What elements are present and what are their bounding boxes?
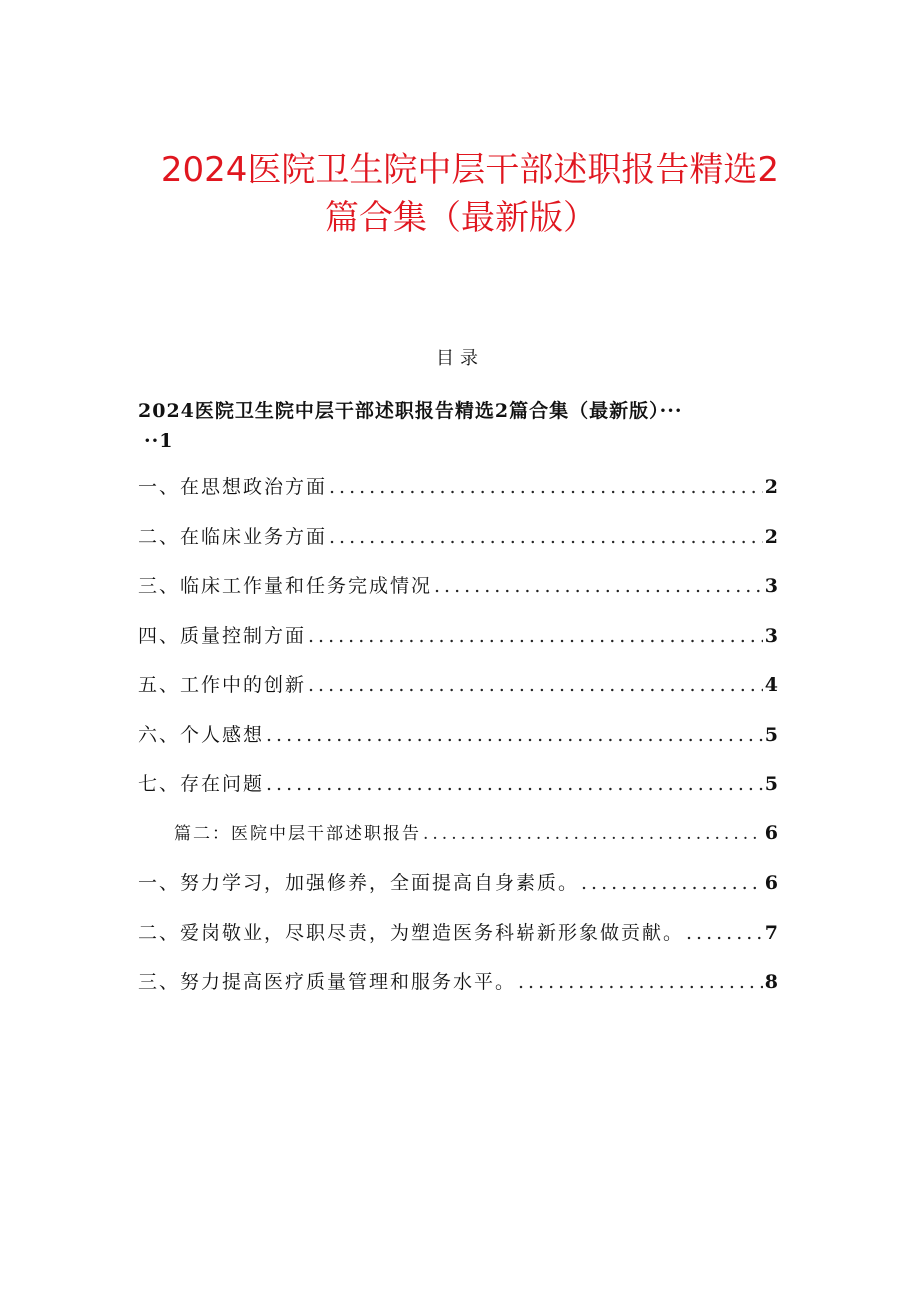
toc-entry[interactable] [138,670,778,720]
toc-entry-label: 三、临床工作量和任务完成情况 [138,575,433,597]
document-title-line1: 2024医院卫生院中层干部述职报告精选2 [160,150,780,190]
toc-page-number: 4 [764,674,778,696]
toc-leader-dots [686,922,763,944]
toc-entry[interactable] [138,720,778,770]
toc-entry-main-title[interactable] [138,396,778,456]
toc-entry-label: 五、工作中的创新 [138,674,307,696]
toc-heading: 目录 [436,348,484,369]
toc-leader-dots [308,625,763,647]
toc-entry[interactable] [138,769,778,819]
toc-list [138,472,778,1017]
toc-entry-main-title-line1: 2024医院卫生院中层干部述职报告精选2篇合集（最新版）··· [138,400,683,422]
toc-entry-main-title-line2: ··1 [144,430,174,452]
toc-page-number: 3 [764,575,778,597]
toc-entry-label: 六、个人感想 [138,723,265,746]
toc-entry[interactable] [138,868,778,918]
toc-leader-dots [581,872,763,894]
toc-leader-dots [434,575,763,597]
toc-page-number: 7 [764,921,778,944]
toc-entry-label: 四、质量控制方面 [138,624,307,647]
toc-entry-label: 一、努力学习，加强修养，全面提高自身素质。 [138,872,580,894]
toc-leader-dots [423,824,763,844]
toc-entry-part-two[interactable] [138,819,778,869]
toc-entry-label: 七、存在问题 [138,773,265,795]
toc-page-number: 3 [764,624,778,647]
toc-entry[interactable] [138,522,778,572]
toc-leader-dots [518,971,763,993]
toc-entry[interactable] [138,472,778,522]
toc-entry-label: 二、爱岗敬业，尽职尽责，为塑造医务科崭新形象做贡献。 [138,921,685,944]
toc-page-number: 5 [764,773,778,795]
toc-leader-dots [329,526,763,548]
toc-entry[interactable] [138,918,778,968]
toc-entry[interactable] [138,571,778,621]
toc-entry[interactable] [138,967,778,1017]
toc-entry-label: 篇二：医院中层干部述职报告 [174,823,421,844]
toc-leader-dots [329,476,763,498]
toc-page-number: 8 [764,971,778,993]
toc-page-number: 2 [764,525,778,548]
toc-leader-dots [308,674,763,696]
toc-page-number: 2 [764,476,778,498]
toc-entry-label: 三、努力提高医疗质量管理和服务水平。 [138,971,517,993]
toc-entry-label: 二、在临床业务方面 [138,525,328,548]
toc-leader-dots [266,724,763,746]
toc-page-number: 6 [764,821,778,844]
toc-page-number: 6 [764,872,778,894]
toc-leader-dots [266,773,763,795]
document-title-line2: 篇合集（最新版） [325,198,597,238]
toc-entry[interactable] [138,621,778,671]
toc-entry-label: 一、在思想政治方面 [138,476,328,498]
toc-page-number: 5 [764,723,778,746]
document-title [140,146,800,242]
